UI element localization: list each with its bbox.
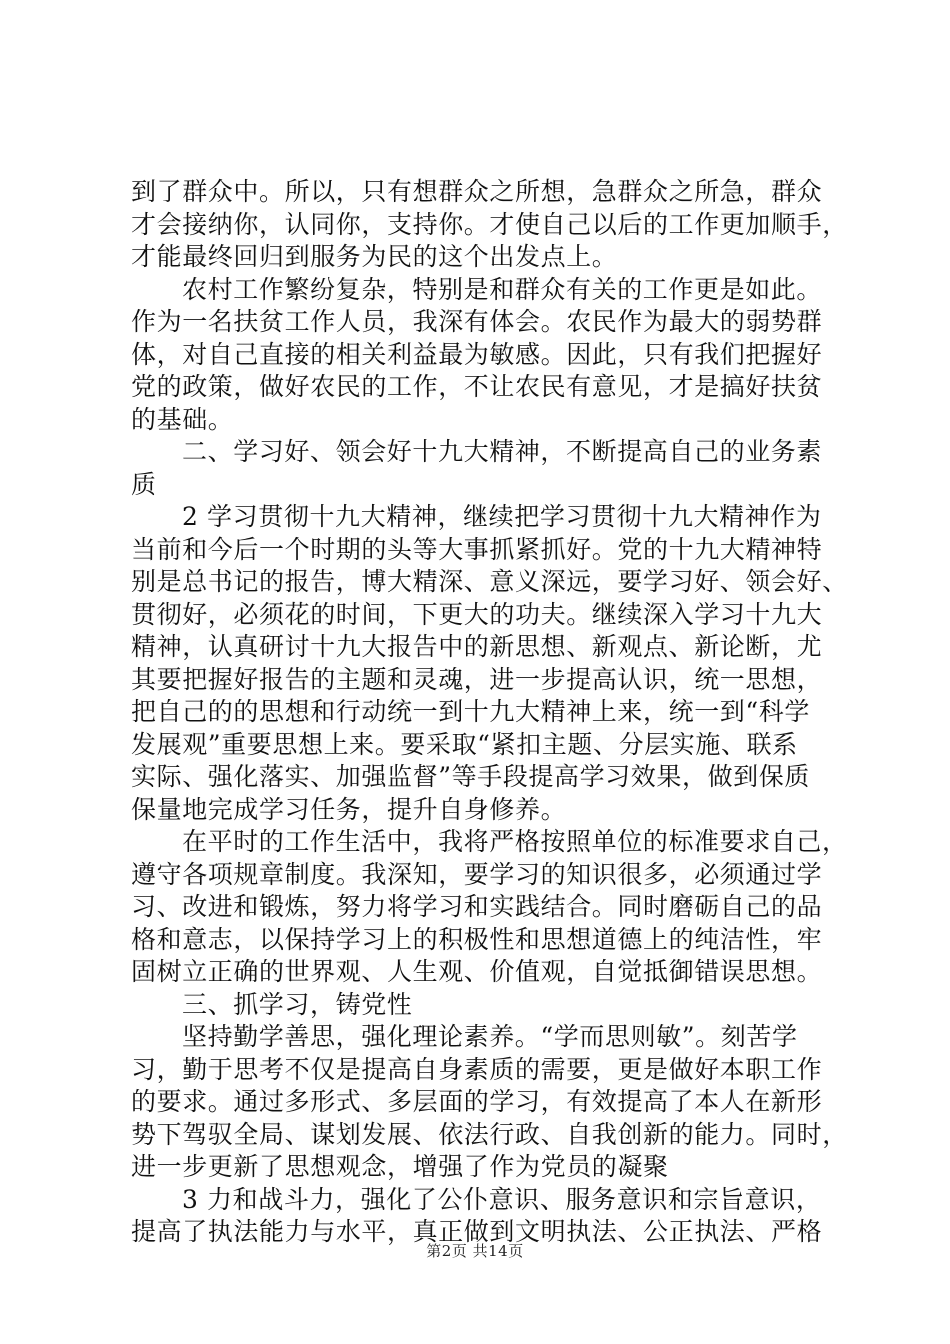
text-line: 才能最终回归到服务为民的这个出发点上。 xyxy=(131,242,618,271)
text-line: 精神，认真研讨十九大报告中的新思想、新观点、新论断，尤 xyxy=(131,632,823,661)
text-line: 遵守各项规章制度。我深知，要学习的知识很多，必须通过学 xyxy=(131,859,823,889)
text-line: 质 xyxy=(131,469,157,499)
text-line: 习，勤于思考不仅是提高自身素质的需要，更是做好本职工作 xyxy=(131,1054,823,1084)
text-line: 其要把握好报告的主题和灵魂，进一步提高认识，统一思想， xyxy=(131,664,823,694)
text-line: 固树立正确的世界观、人生观、价值观，自觉抵御错误思想。 xyxy=(131,957,823,986)
text-line: 2 学习贯彻十九大精神，继续把学习贯彻十九大精神作为 xyxy=(182,502,822,531)
text-line: 体，对自己直接的相关利益最为敏感。因此，只有我们把握好 xyxy=(131,339,823,369)
text-line: 到了群众中。所以，只有想群众之所想，急群众之所急，群众 xyxy=(131,177,823,206)
text-line: 农村工作繁纷复杂，特别是和群众有关的工作更是如此。 xyxy=(182,274,823,304)
text-line: 进一步更新了思想观念，增强了作为党员的凝聚 xyxy=(131,1152,669,1181)
text-line: 党的政策，做好农民的工作，不让农民有意见，才是搞好扶贫 xyxy=(131,372,823,401)
text-line: 格和意志，以保持学习上的积极性和思想道德上的纯洁性，牢 xyxy=(131,924,823,954)
text-line: 在平时的工作生活中，我将严格按照单位的标准要求自己， xyxy=(182,827,848,856)
text-line: 才会接纳你，认同你，支持你。才使自己以后的工作更加顺手， xyxy=(131,209,848,239)
text-line: 的基础。 xyxy=(131,404,234,434)
text-line: 势下驾驭全局、谋划发展、依法行政、自我创新的能力。同时， xyxy=(131,1119,848,1149)
text-line: 别是总书记的报告，博大精深、意义深远，要学习好、领会好、 xyxy=(131,567,848,596)
text-line: 的要求。通过多形式、多层面的学习，有效提高了本人在新形 xyxy=(131,1087,823,1116)
text-line: 保量地完成学习任务，提升自身修养。 xyxy=(131,794,567,824)
text-line: 作为一名扶贫工作人员，我深有体会。农民作为最大的弱势群 xyxy=(131,307,823,336)
text-line: 发展观”重要思想上来。要采取“紧扣主题、分层实施、联系 xyxy=(131,729,798,759)
text-line: 提高了执法能力与水平，真正做到文明执法、公正执法、严格 xyxy=(131,1217,823,1246)
text-line: 把自己的的思想和行动统一到十九大精神上来，统一到“科学 xyxy=(131,697,810,726)
page-footer: 第2页 共14页 xyxy=(426,1242,524,1260)
text-line: 二、学习好、领会好十九大精神，不断提高自己的业务素 xyxy=(182,437,823,466)
document-body xyxy=(131,176,848,1249)
text-line: 三、抓学习，铸党性 xyxy=(182,989,413,1019)
text-line: 习、改进和锻炼，努力将学习和实践结合。同时磨砺自己的品 xyxy=(131,892,823,921)
text-line: 实际、强化落实、加强监督”等手段提高学习效果，做到保质 xyxy=(131,762,810,791)
text-line: 贯彻好，必须花的时间，下更大的功夫。继续深入学习十九大 xyxy=(131,599,823,629)
text-line: 3 力和战斗力，强化了公仆意识、服务意识和宗旨意识， xyxy=(182,1184,822,1214)
text-line: 坚持勤学善思，强化理论素养。“学而思则敏”。刻苦学 xyxy=(182,1022,798,1051)
text-line: 当前和今后一个时期的头等大事抓紧抓好。党的十九大精神特 xyxy=(131,534,823,564)
